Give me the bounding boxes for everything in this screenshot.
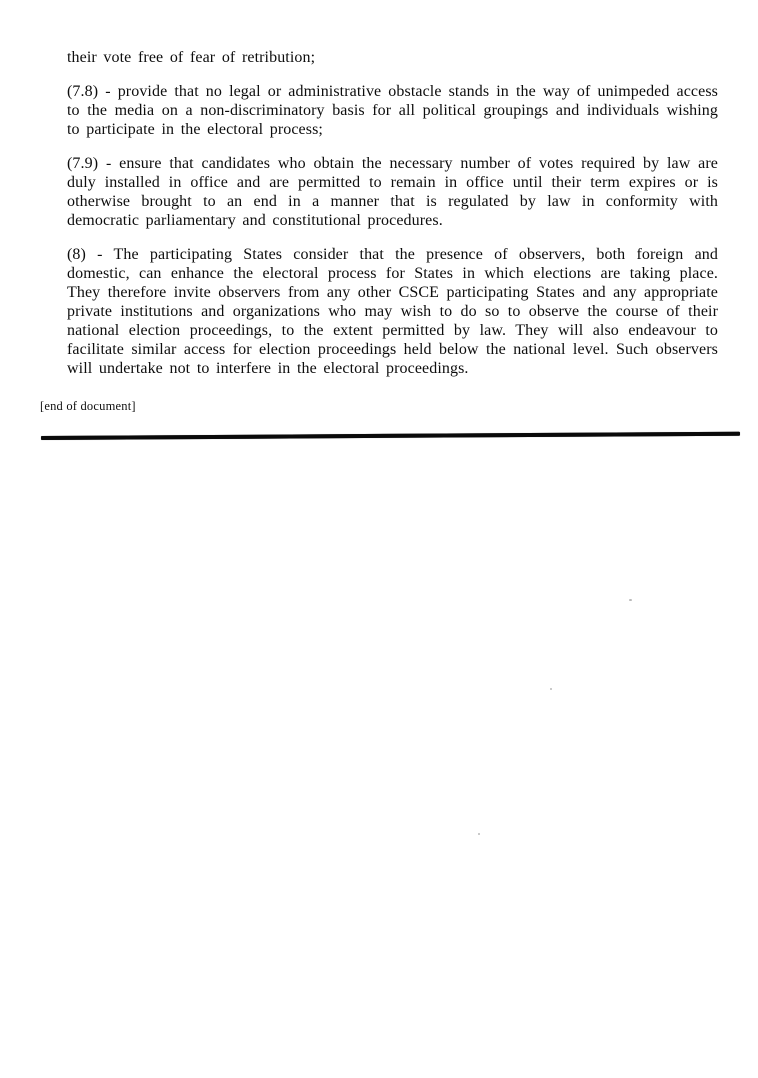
paragraph-8: (8) - The participating States consider that the presence of observers, both foreign and domestic, can enhance the electoral process for States in which elections are taking place. They therefore invite observers from any other CSCE participating States and any appropriate private institutions and organizations who may wish to do so to observe the course of their national election proceedings, to the extent permitted by law. They will also endeavour to facilitate similar access for election proceedings held below the national level. Such observers will undertake not to interfere in the electoral proceedings.	[67, 246, 718, 377]
document-text-block	[67, 48, 718, 393]
scan-speck	[550, 688, 552, 690]
end-of-document-note: [end of document]	[40, 399, 136, 413]
paragraph-7-9: (7.9) - ensure that candidates who obtain the necessary number of votes required by law are duly installed in office and are permitted to remain in office until their term expires or is otherwise brought to an end in a manner that is regulated by law in conformity with democratic parliamentary and constitutional procedures.	[67, 155, 718, 229]
scan-speck	[478, 833, 480, 835]
paragraph-7-8: (7.8) - provide that no legal or administrative obstacle stands in the way of unimpeded access to the media on a non-discriminatory basis for all political groupings and individuals wishing to participate in the electoral process;	[67, 83, 718, 138]
divider-line	[41, 432, 740, 440]
paragraph-continuation: their vote free of fear of retribution;	[67, 49, 316, 66]
scan-speck	[629, 599, 632, 601]
